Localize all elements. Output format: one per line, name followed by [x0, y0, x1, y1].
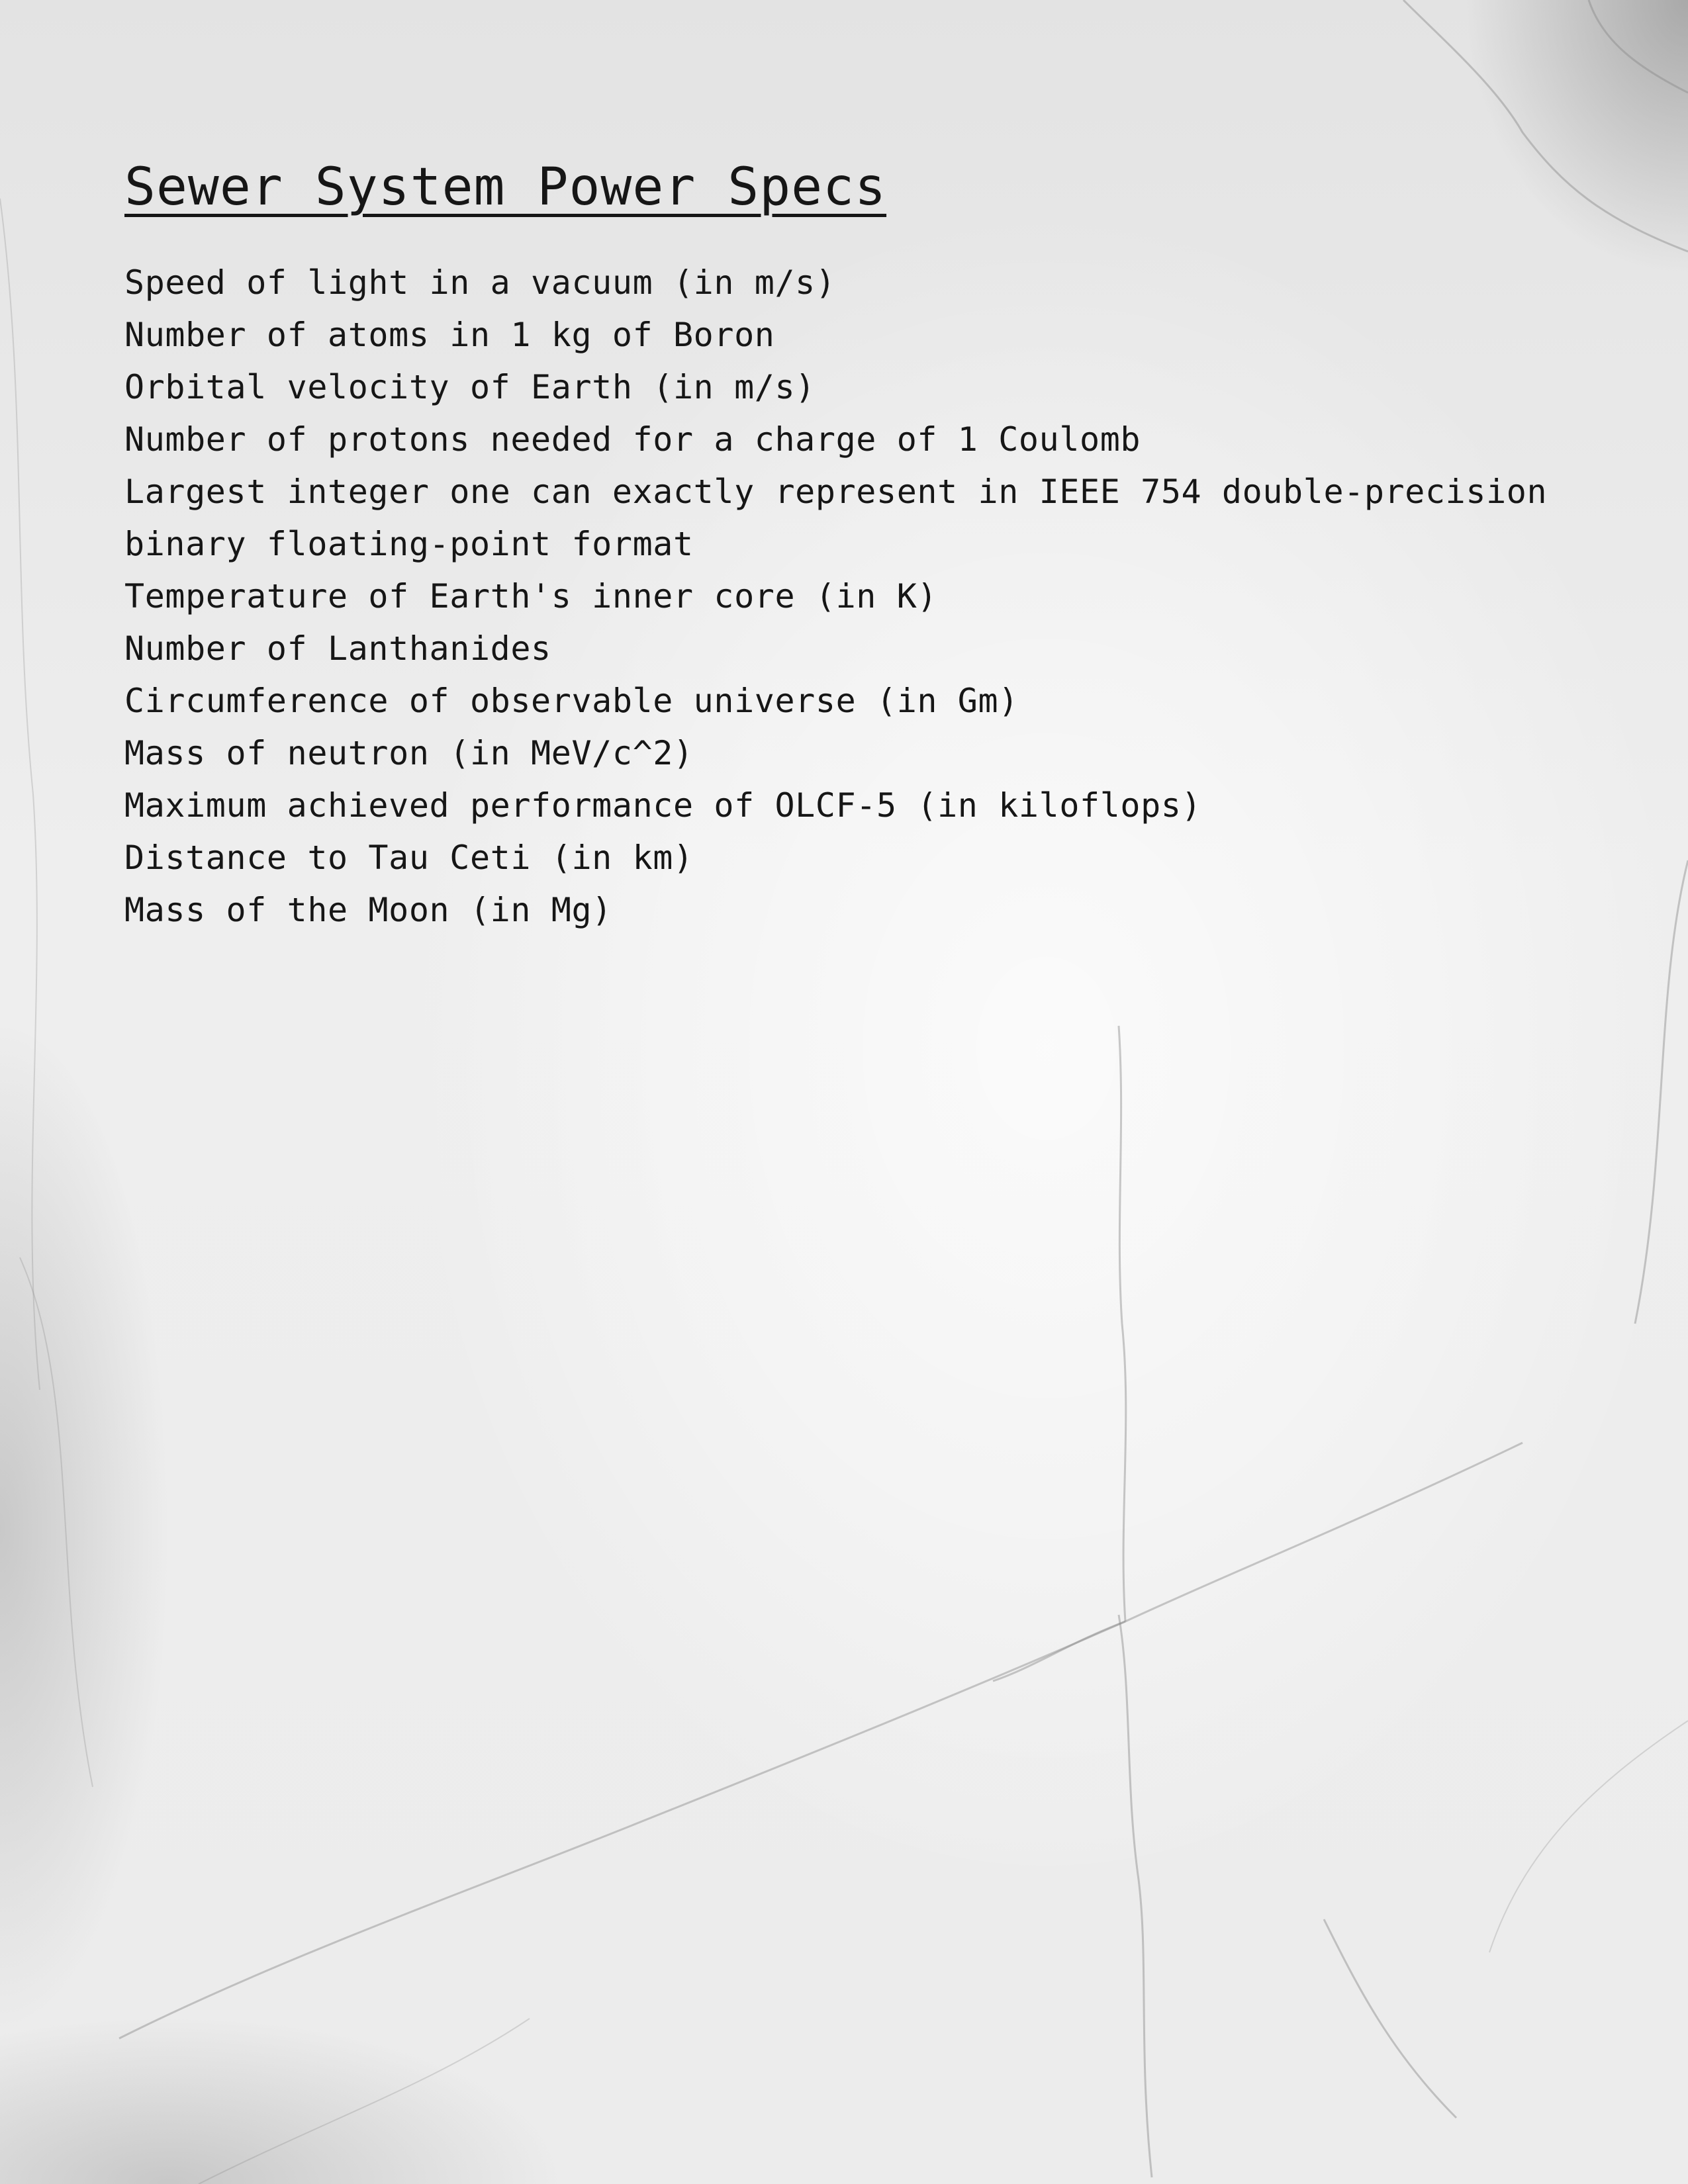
document-body [124, 151, 1614, 936]
spec-item: Number of protons needed for a charge of 1 Coulomb [124, 420, 1141, 459]
spec-item: Speed of light in a vacuum (in m/s) [124, 263, 836, 302]
spec-item: Distance to Tau Ceti (in km) [124, 839, 694, 877]
spec-list [124, 257, 1614, 936]
spec-item: Number of atoms in 1 kg of Boron [124, 316, 775, 354]
spec-item: Number of Lanthanides [124, 629, 551, 668]
spec-item: Temperature of Earth's inner core (in K) [124, 577, 938, 615]
document-title: Sewer System Power Specs [124, 158, 887, 217]
spec-item: Mass of neutron (in MeV/c^2) [124, 734, 694, 772]
spec-item: Maximum achieved performance of OLCF-5 (in kiloflops) [124, 786, 1202, 825]
spec-item: Orbital velocity of Earth (in m/s) [124, 368, 816, 406]
spec-item: Largest integer one can exactly represent in IEEE 754 double-precision [124, 473, 1548, 511]
spec-item: Mass of the Moon (in Mg) [124, 891, 612, 929]
spec-item: binary floating-point format [124, 525, 694, 563]
spec-item: Circumference of observable universe (in Gm) [124, 682, 1019, 720]
